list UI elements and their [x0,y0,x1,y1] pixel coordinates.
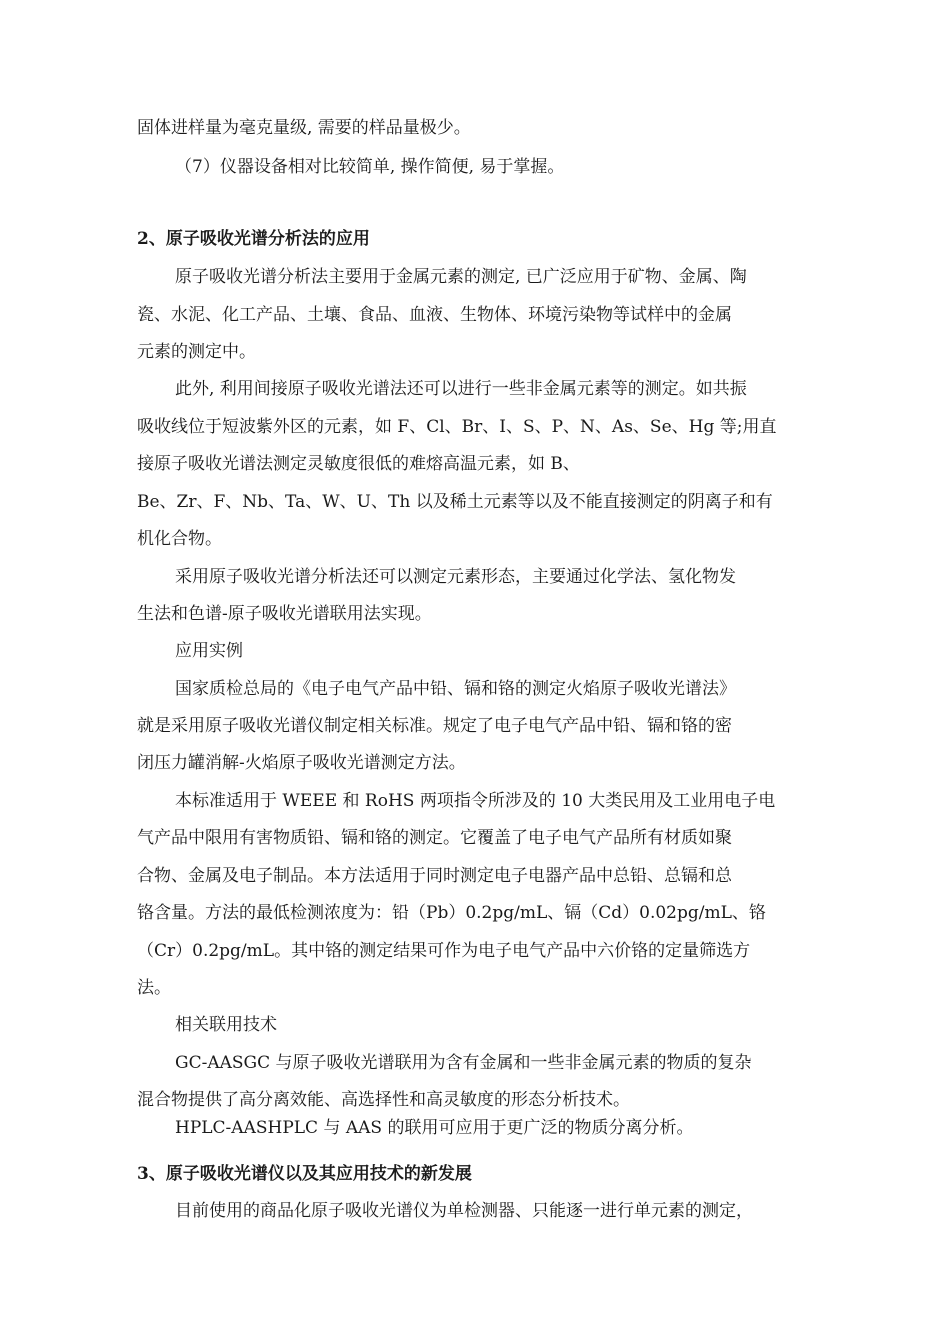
paragraph-line: （Cr）0.2pg/mL。其中铬的测定结果可作为电子电气产品中六价铬的定量筛选方 [137,941,751,961]
paragraph-line: 生法和色谱-原子吸收光谱联用法实现。 [137,604,432,624]
paragraph-line: 铬含量。方法的最低检测浓度为：铅（Pb）0.2pg/mL、镉（Cd）0.02pg/mL、铬 [137,903,766,923]
paragraph-line: 此外, 利用间接原子吸收光谱法还可以进行一些非金属元素等的测定。如共振 [175,379,747,399]
section-heading: 2、原子吸收光谱分析法的应用 [137,229,370,249]
paragraph-line: 闭压力罐消解-火焰原子吸收光谱测定方法。 [137,753,466,773]
subheading: 应用实例 [175,641,243,661]
paragraph-line: 合物、金属及电子制品。本方法适用于同时测定电子电器产品中总铅、总镉和总 [137,866,732,886]
paragraph-line: 机化合物。 [137,529,222,549]
paragraph-line: 吸收线位于短波紫外区的元素，如 F、Cl、Br、I、S、P、N、As、Se、Hg 等;用直 [137,417,777,437]
paragraph-line: 元素的测定中。 [137,342,256,362]
paragraph-line: 就是采用原子吸收光谱仪制定相关标准。规定了电子电气产品中铅、镉和铬的密 [137,716,732,736]
section-heading: 3、原子吸收光谱仪以及其应用技术的新发展 [137,1164,472,1184]
paragraph-line: 法。 [137,978,171,998]
paragraph-line: 接原子吸收光谱法测定灵敏度很低的难熔高温元素，如 B、 [137,454,580,474]
paragraph-line: Be、Zr、F、Nb、Ta、W、U、Th 以及稀土元素等以及不能直接测定的阴离子和有 [137,492,773,512]
paragraph-line: GC-AASGC 与原子吸收光谱联用为含有金属和一些非金属元素的物质的复杂 [175,1053,752,1073]
paragraph-line: 目前使用的商品化原子吸收光谱仪为单检测器、只能逐一进行单元素的测定， [175,1201,753,1221]
paragraph-line: 混合物提供了高分离效能、高选择性和高灵敏度的形态分析技术。 [137,1090,630,1110]
paragraph-line: 固体进样量为毫克量级, 需要的样品量极少。 [137,118,471,138]
paragraph-line: 国家质检总局的《电子电气产品中铅、镉和铬的测定火焰原子吸收光谱法》 [175,679,736,699]
paragraph-line: 采用原子吸收光谱分析法还可以测定元素形态，主要通过化学法、氢化物发 [175,567,736,587]
paragraph-line: 气产品中限用有害物质铅、镉和铬的测定。它覆盖了电子电气产品所有材质如聚 [137,828,732,848]
paragraph-line: 瓷、水泥、化工产品、土壤、食品、血液、生物体、环境污染物等试样中的金属 [137,305,732,325]
paragraph-line: 原子吸收光谱分析法主要用于金属元素的测定, 已广泛应用于矿物、金属、陶 [175,267,747,287]
paragraph-line: （7）仪器设备相对比较简单, 操作简便, 易于掌握。 [175,157,565,177]
paragraph-line: HPLC-AASHPLC 与 AAS 的联用可应用于更广泛的物质分离分析。 [175,1118,694,1138]
paragraph-line: 本标准适用于 WEEE 和 RoHS 两项指令所涉及的 10 大类民用及工业用电子电 [175,791,776,811]
subheading: 相关联用技术 [175,1015,277,1035]
